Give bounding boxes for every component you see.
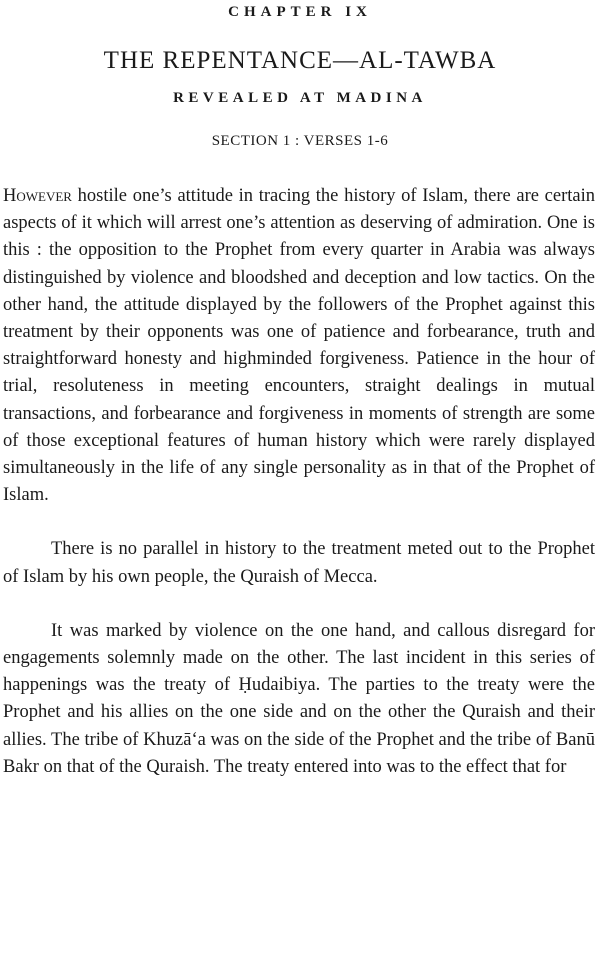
paragraph-3: It was marked by violence on the one hand, and callous disregard for engagements solemnly made on the other. The last incident in this series of happenings was the treaty of Ḥudaibiya. The parties to the treaty were the Prophet and his allies on the one side and on the other the Quraish and their allies. The tribe of Khuzā‘a was on the side of the Prophet and the tribe of Banū Bakr on that of the Quraish. The treaty entered into was to the effect that for xyxy=(3,620,595,777)
paragraph-1-text: hostile one’s attitude in tracing the history of Islam, there are certain aspects of it which will arrest one’s attention as deserving of admiration. One is this : the opposition to the Prophet from every quarter in Arabia was always distinguished by violence and bloodshed and deception and low tactics. On the other hand, the attitude displayed by the followers of the Prophet against this treatment by their opponents was one of patience and forbearance, truth and straightforward honesty and highminded forgiveness. Patience in the hour of trial, resoluteness in meeting encounters, straight dealings in mutual transactions, and forbearance and forgiveness in moments of strength are some of those exceptional features of human history which were rarely displayed simultaneously in the life of any single personality as in that of the Prophet of Islam. xyxy=(3,186,595,506)
section-heading: SECTION 1 : VERSES 1-6 xyxy=(211,133,389,149)
paragraph-2: There is no parallel in history to the treatment meted out to the Prophet of Islam by his own people, the Quraish of Mecca. xyxy=(3,539,595,587)
chapter-title: THE REPENTANCE—AL-TAWBA xyxy=(103,47,497,74)
chapter-label: CHAPTER IX xyxy=(228,4,372,20)
body-text xyxy=(3,183,595,808)
paragraph-1 xyxy=(3,183,595,509)
chapter-subtitle: REVEALED AT MADINA xyxy=(173,90,427,106)
paragraph-1-lead: However xyxy=(3,186,72,206)
